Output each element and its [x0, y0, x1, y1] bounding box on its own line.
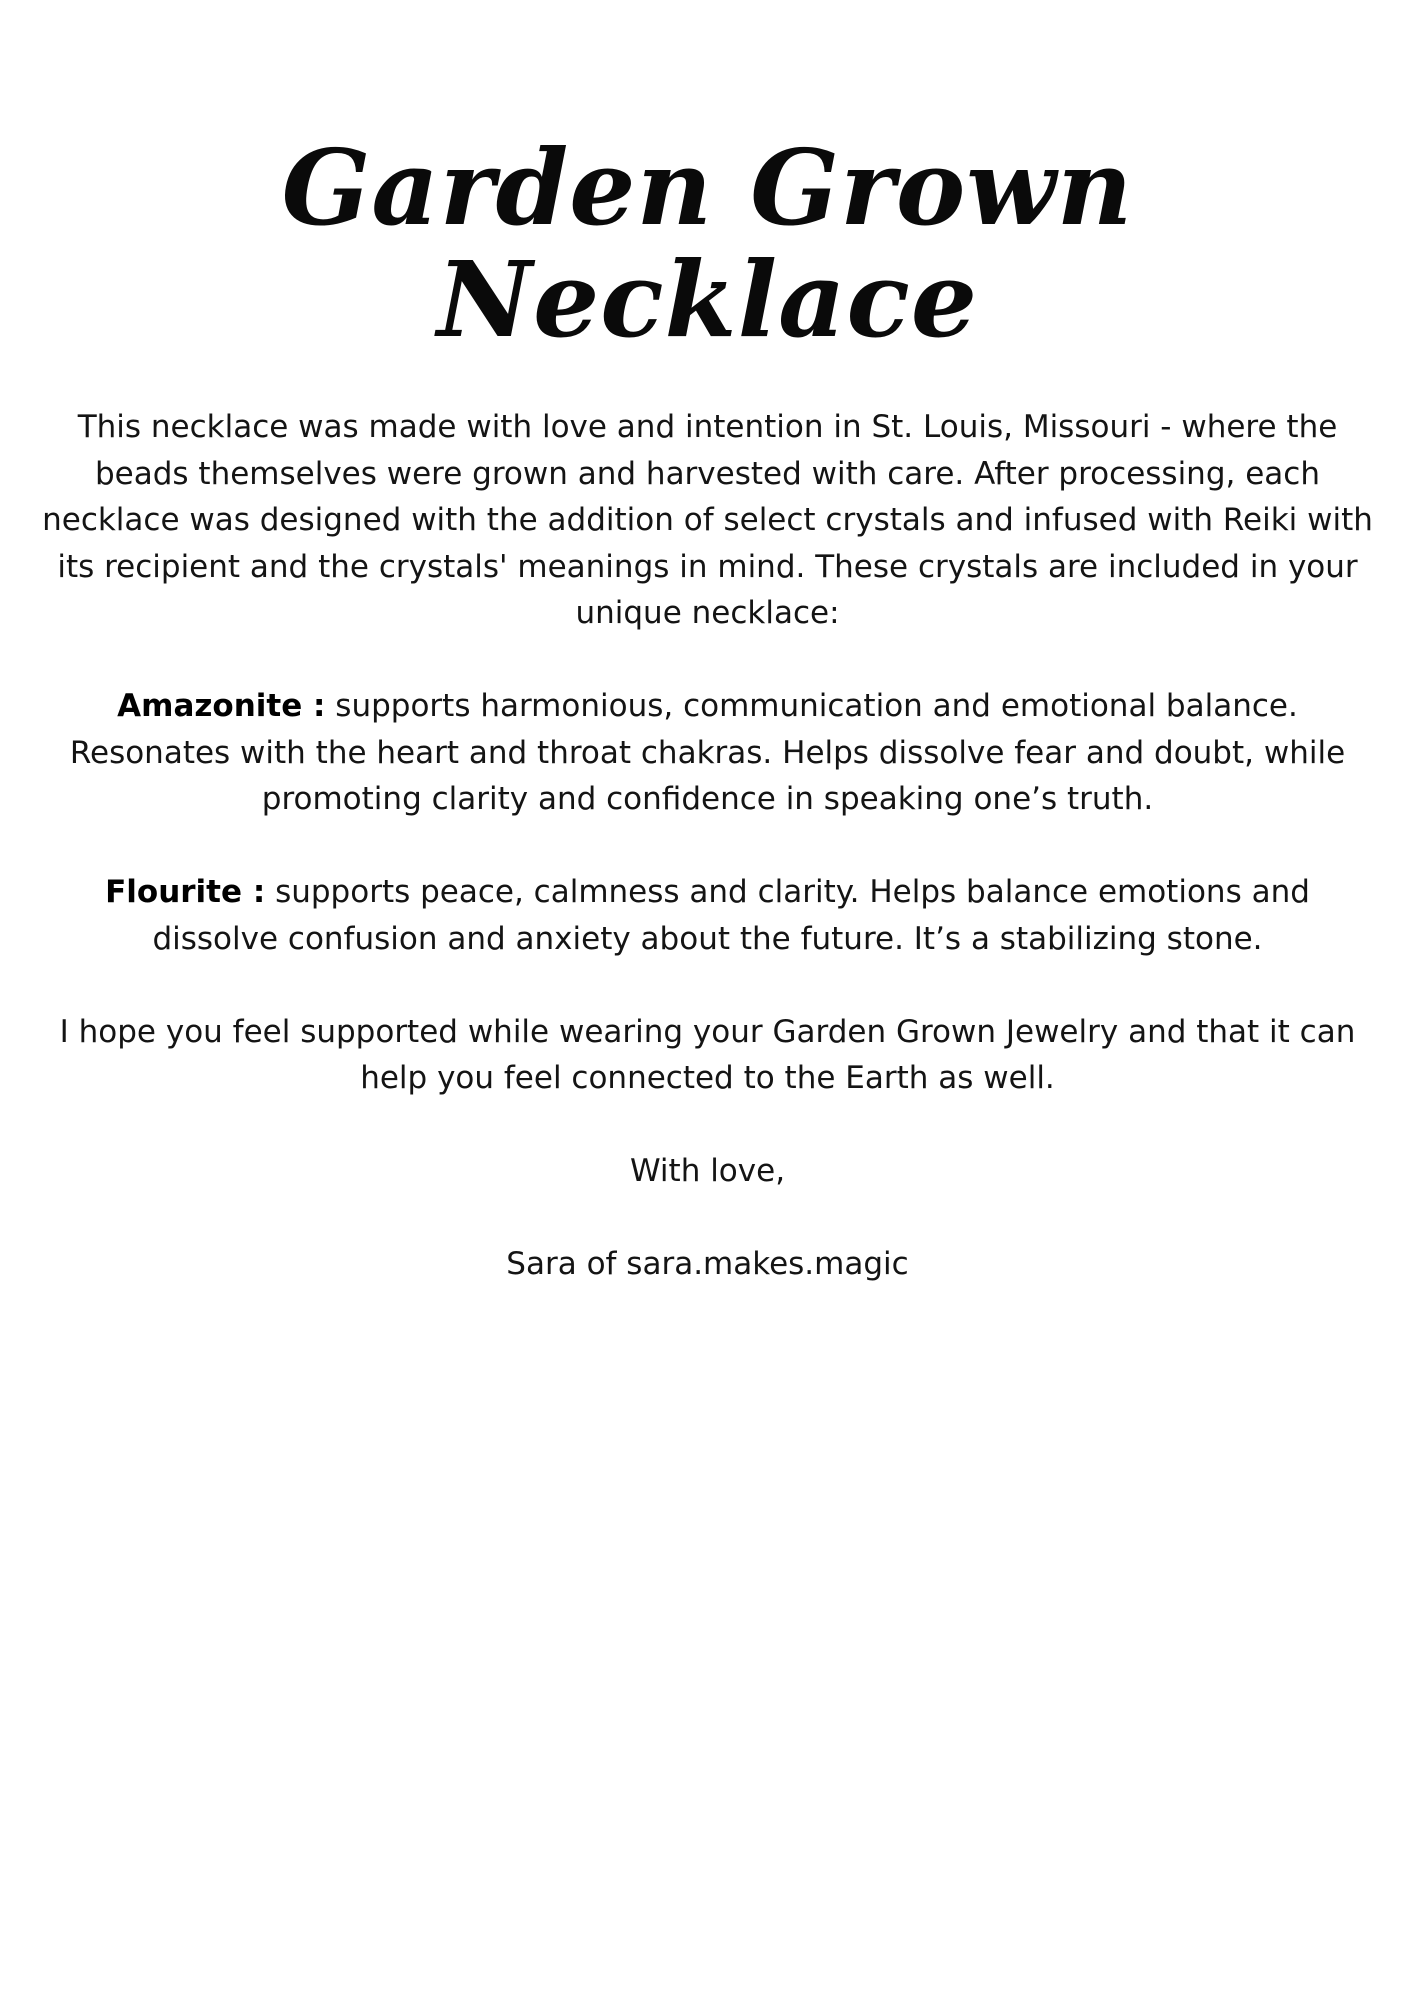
crystal-flourite	[40, 869, 1375, 962]
intro-paragraph: This necklace was made with love and intention in St. Louis, Missouri - where the beads themselves were grown and harvested with care. After processing, each necklace was designed with the addition of select crystals and infused with Reiki with its recipient and the crystals' meanings in mind. These crystals are included in your unique necklace:	[42, 409, 1373, 631]
crystal-description: supports harmonious, communication and emotional balance. Resonates with the heart and throat chakras. Helps dissolve fear and doubt, while promoting clarity and confidence in speaking one’s truth.	[69, 688, 1346, 817]
closing-paragraph: I hope you feel supported while wearing your Garden Grown Jewelry and that it can help you feel connected to the Earth as well.	[59, 1013, 1356, 1096]
letter-body	[40, 404, 1375, 1334]
page-title	[0, 126, 1415, 361]
signoff: With love,	[629, 1153, 786, 1189]
signature: Sara of sara.makes.magic	[506, 1246, 909, 1282]
title-line-1: Garden Grown	[281, 126, 1134, 249]
crystal-amazonite	[40, 683, 1375, 823]
title-line-2: Necklace	[437, 238, 978, 361]
crystal-description: supports peace, calmness and clarity. Helps balance emotions and dissolve confusion and anxiety about the future. It’s a stabilizing stone.	[152, 874, 1310, 957]
crystal-name: Amazonite :	[117, 688, 326, 724]
crystal-name: Flourite :	[105, 874, 266, 910]
